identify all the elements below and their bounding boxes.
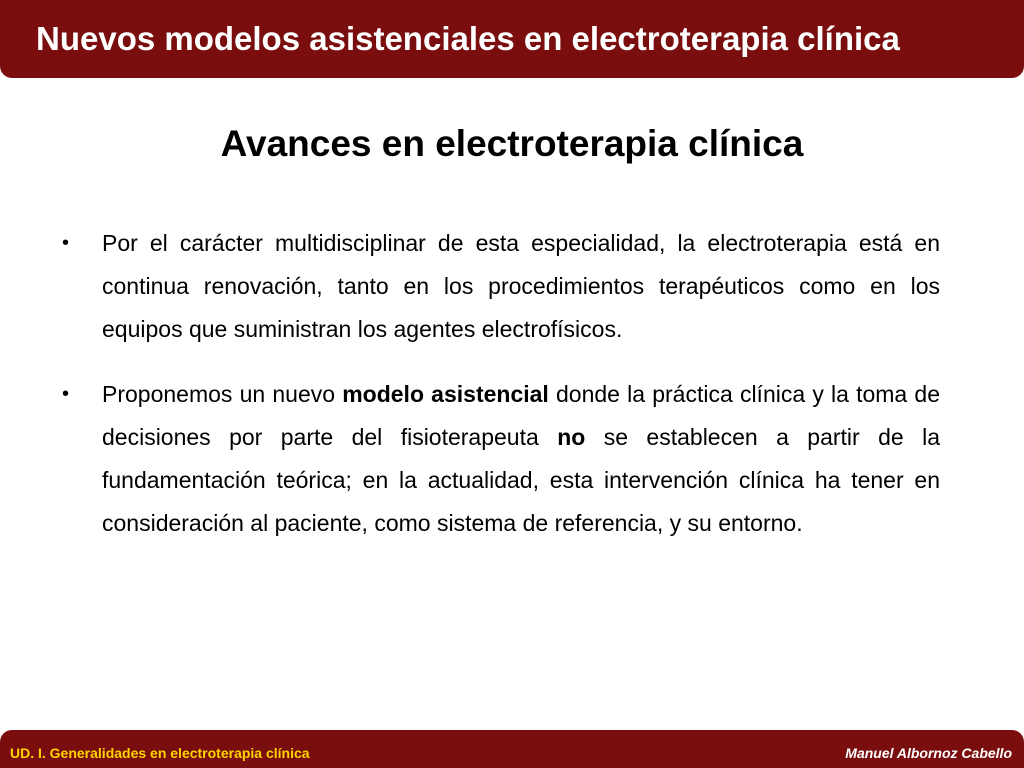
bullet-list xyxy=(62,222,940,567)
header-bar xyxy=(0,0,1024,78)
bullet-text-segment: donde la práctica clínica y la toma de decisiones por parte del fisioterapeuta xyxy=(102,381,940,450)
bullet-dot: • xyxy=(62,383,70,405)
bold-term-no: no xyxy=(557,424,586,450)
bullet-dot: • xyxy=(62,232,70,254)
footer-author: Manuel Albornoz Cabello xyxy=(845,745,1012,761)
bold-term-modelo-asistencial: modelo asistencial xyxy=(342,381,549,407)
bullet-text-segment: se establecen a partir de la fundamentación teórica; en la actualidad, esta intervención clínica ha tener en consideración al paciente, como sistema de referencia, y su entorno. xyxy=(102,424,941,536)
bullet-text: Por el carácter multidisciplinar de esta especialidad, la electroterapia está en continua renovación, tanto en los procedimientos terapéuticos como en los equipos que suministran los agentes electrofísicos. xyxy=(102,230,940,342)
bullet-text-segment: Proponemos un nuevo xyxy=(102,381,343,407)
bullet-item-1 xyxy=(62,222,940,351)
bullet-item-2 xyxy=(62,373,940,545)
header-title: Nuevos modelos asistenciales en electroterapia clínica xyxy=(36,20,900,57)
page-heading: Avances en electroterapia clínica xyxy=(220,123,804,164)
footer-unit-title: UD. I. Generalidades en electroterapia clínica xyxy=(10,745,310,761)
footer-bar xyxy=(0,730,1024,768)
